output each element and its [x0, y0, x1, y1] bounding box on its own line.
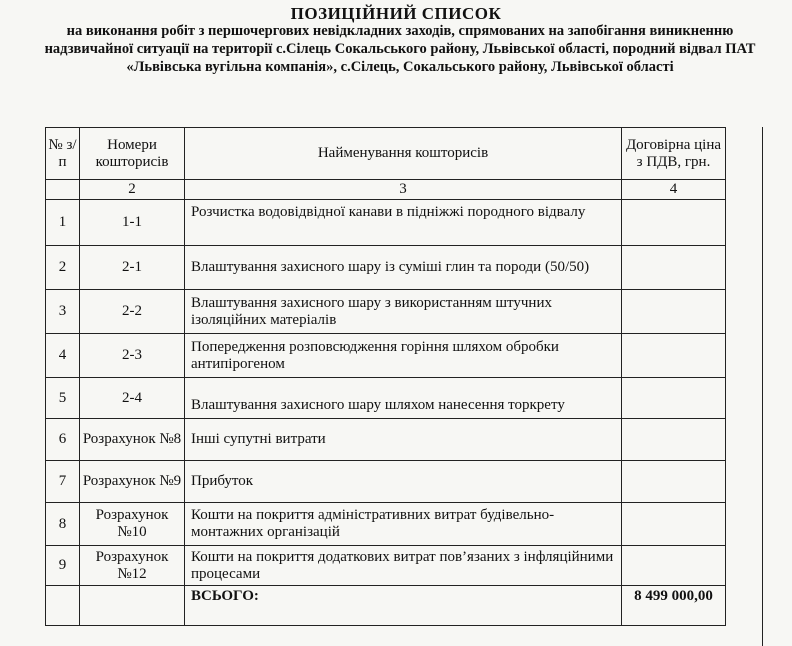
- row-estimate: Розрахунок №9: [80, 461, 185, 503]
- row-estimate: Розрахунок №8: [80, 419, 185, 461]
- row-no: 6: [46, 419, 80, 461]
- row-no: 8: [46, 503, 80, 546]
- row-estimate: 1-1: [80, 200, 185, 246]
- page-edge-line: [762, 127, 763, 646]
- row-no: 2: [46, 246, 80, 290]
- table-row: [46, 246, 726, 290]
- table-header-row: [46, 128, 726, 180]
- row-no: 5: [46, 378, 80, 419]
- table-row: [46, 200, 726, 246]
- header-no: № з/п: [46, 128, 80, 180]
- row-no: 1: [46, 200, 80, 246]
- total-empty-2: [80, 586, 185, 626]
- row-estimate: Розрахунок №12: [80, 546, 185, 586]
- header-estimate-no: Номери кошторисів: [80, 128, 185, 180]
- row-price: [622, 503, 726, 546]
- row-no: 3: [46, 290, 80, 334]
- row-price: [622, 290, 726, 334]
- column-number-3: 3: [185, 180, 622, 200]
- header-name: Найменування кошторисів: [185, 128, 622, 180]
- row-estimate: 2-3: [80, 334, 185, 378]
- total-empty-1: [46, 586, 80, 626]
- row-name: Влаштування захисного шару із суміші глин та породи (50/50): [185, 246, 622, 290]
- table-row: [46, 290, 726, 334]
- row-price: [622, 419, 726, 461]
- row-name: Влаштування захисного шару шляхом нанесення торкрету: [185, 378, 622, 419]
- row-estimate: 2-2: [80, 290, 185, 334]
- row-estimate: 2-1: [80, 246, 185, 290]
- row-name: Інші супутні витрати: [185, 419, 622, 461]
- total-value: 8 499 000,00: [622, 586, 726, 626]
- row-estimate: Розрахунок №10: [80, 503, 185, 546]
- row-name: Влаштування захисного шару з використанням штучних ізоляційних матеріалів: [185, 290, 622, 334]
- row-price: [622, 461, 726, 503]
- estimates-table: [45, 127, 726, 626]
- row-no: 9: [46, 546, 80, 586]
- table-row: [46, 503, 726, 546]
- column-numbers-row: [46, 180, 726, 200]
- row-name: Кошти на покриття адміністративних витрат будівельно-монтажних організацій: [185, 503, 622, 546]
- row-no: 4: [46, 334, 80, 378]
- column-number-2: 2: [80, 180, 185, 200]
- total-row: [46, 586, 726, 626]
- header-price: Договірна ціна з ПДВ, грн.: [622, 128, 726, 180]
- row-name: Розчистка водовідвідної канави в підніжжі породного відвалу: [185, 200, 622, 246]
- column-number-1: [46, 180, 80, 200]
- table-row: [46, 334, 726, 378]
- table-row: [46, 546, 726, 586]
- document-title: ПОЗИЦІЙНИЙ СПИСОК: [290, 4, 502, 23]
- column-number-4: 4: [622, 180, 726, 200]
- row-estimate: 2-4: [80, 378, 185, 419]
- row-name: Прибуток: [185, 461, 622, 503]
- document-subtitle: на виконання робіт з першочергових невідкладних заходів, спрямованих на запобігання виникненню надзвичайної ситуації на території с.Сілець Сокальського району, Львівської області, породний відвал ПАТ «Львівська вугільна компанія», с.Сілець, Сокальського району, Львівської області: [44, 23, 756, 75]
- row-no: 7: [46, 461, 80, 503]
- row-name: Кошти на покриття додаткових витрат пов’язаних з інфляційними процесами: [185, 546, 622, 586]
- table-row: [46, 461, 726, 503]
- row-price: [622, 546, 726, 586]
- row-price: [622, 246, 726, 290]
- row-price: [622, 378, 726, 419]
- table-row: [46, 378, 726, 419]
- total-label: ВСЬОГО:: [185, 586, 622, 626]
- table-row: [46, 419, 726, 461]
- row-price: [622, 200, 726, 246]
- row-price: [622, 334, 726, 378]
- row-name: Попередження розповсюдження горіння шляхом обробки антипірогеном: [185, 334, 622, 378]
